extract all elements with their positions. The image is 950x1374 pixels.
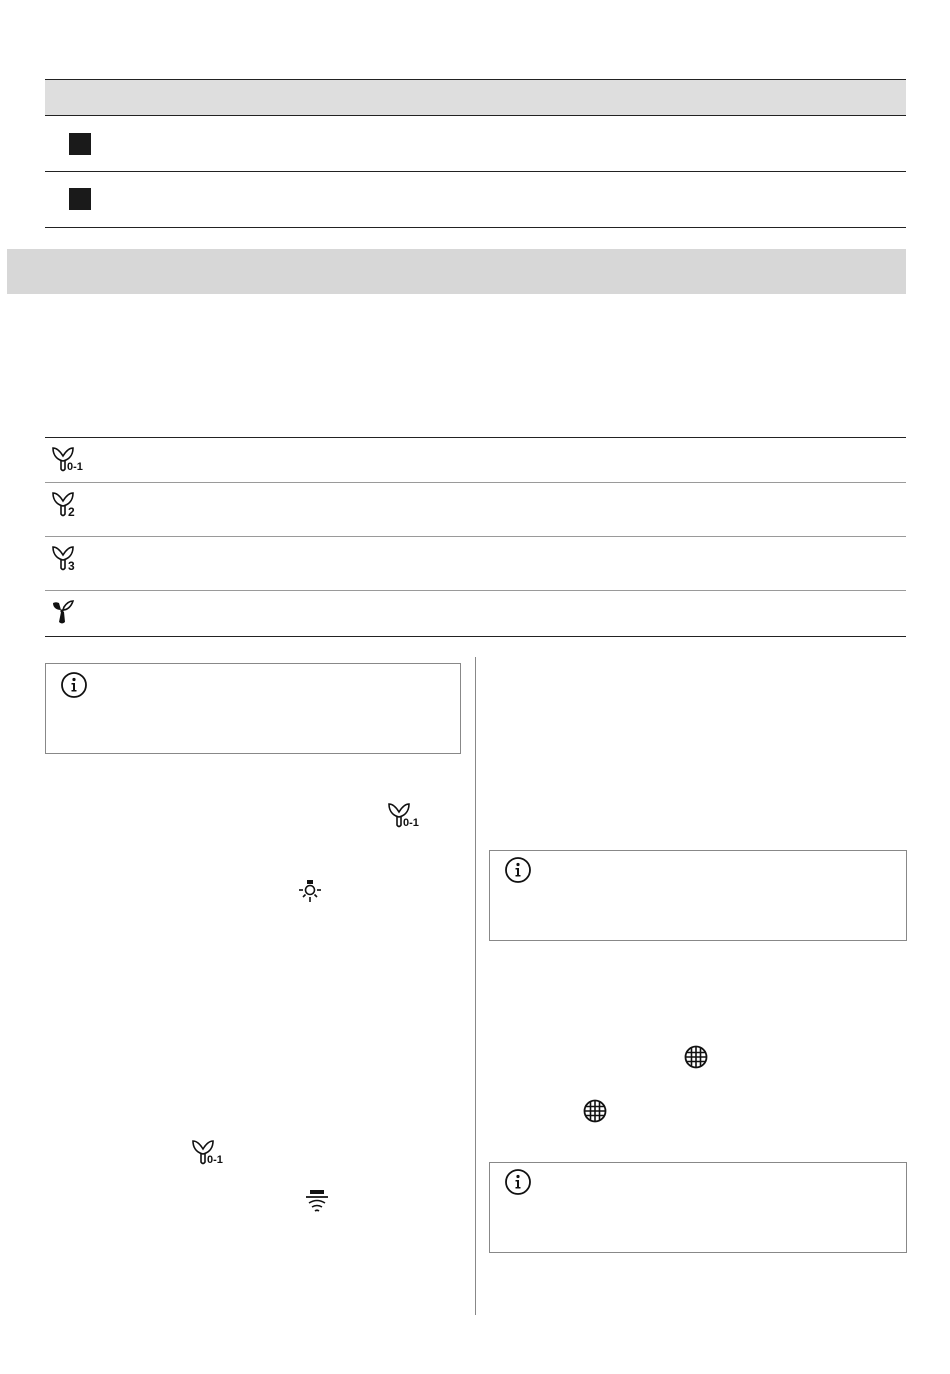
info-icon (60, 671, 88, 699)
fan-table-rule-3 (45, 590, 906, 591)
info-icon (504, 1168, 532, 1196)
filter-grid-icon (683, 1044, 709, 1075)
section-heading-band (7, 249, 906, 294)
top-table-row-1-marker (69, 133, 91, 155)
top-table-rule-row-1 (45, 171, 906, 172)
top-table-row-2-marker (69, 188, 91, 210)
fan-speed-0-1-inline-label: 0-1 (403, 817, 419, 829)
top-table-header (45, 80, 906, 115)
info-note-right-2 (489, 1162, 907, 1253)
top-table-rule-bottom (45, 227, 906, 228)
fan-speed-0-1-label: 0-1 (67, 461, 83, 473)
fan-speed-3-label: 3 (68, 559, 75, 573)
top-table-rule-header (45, 115, 906, 116)
fan-speed-0-1-inline-label-2: 0-1 (207, 1154, 223, 1166)
light-icon (296, 878, 324, 911)
fan-speed-0-1-icon (50, 445, 98, 480)
fan-table-rule-top (45, 437, 906, 438)
fan-speed-2-icon (50, 490, 90, 525)
info-note-left (45, 663, 461, 754)
info-note-right-1 (489, 850, 907, 941)
filter-grid-icon-2 (582, 1098, 608, 1129)
fan-speed-0-1-inline-icon-2 (190, 1138, 238, 1173)
fan-table-rule-2 (45, 536, 906, 537)
hob2hood-wireless-icon (303, 1188, 331, 1223)
fan-speed-0-1-inline-icon (386, 801, 434, 836)
info-icon (504, 856, 532, 884)
column-divider (475, 657, 476, 1315)
fan-boost-icon (50, 598, 80, 633)
fan-table-rule-1 (45, 482, 906, 483)
fan-speed-2-label: 2 (68, 505, 75, 519)
fan-table-rule-bottom (45, 636, 906, 637)
fan-speed-3-icon (50, 544, 90, 579)
